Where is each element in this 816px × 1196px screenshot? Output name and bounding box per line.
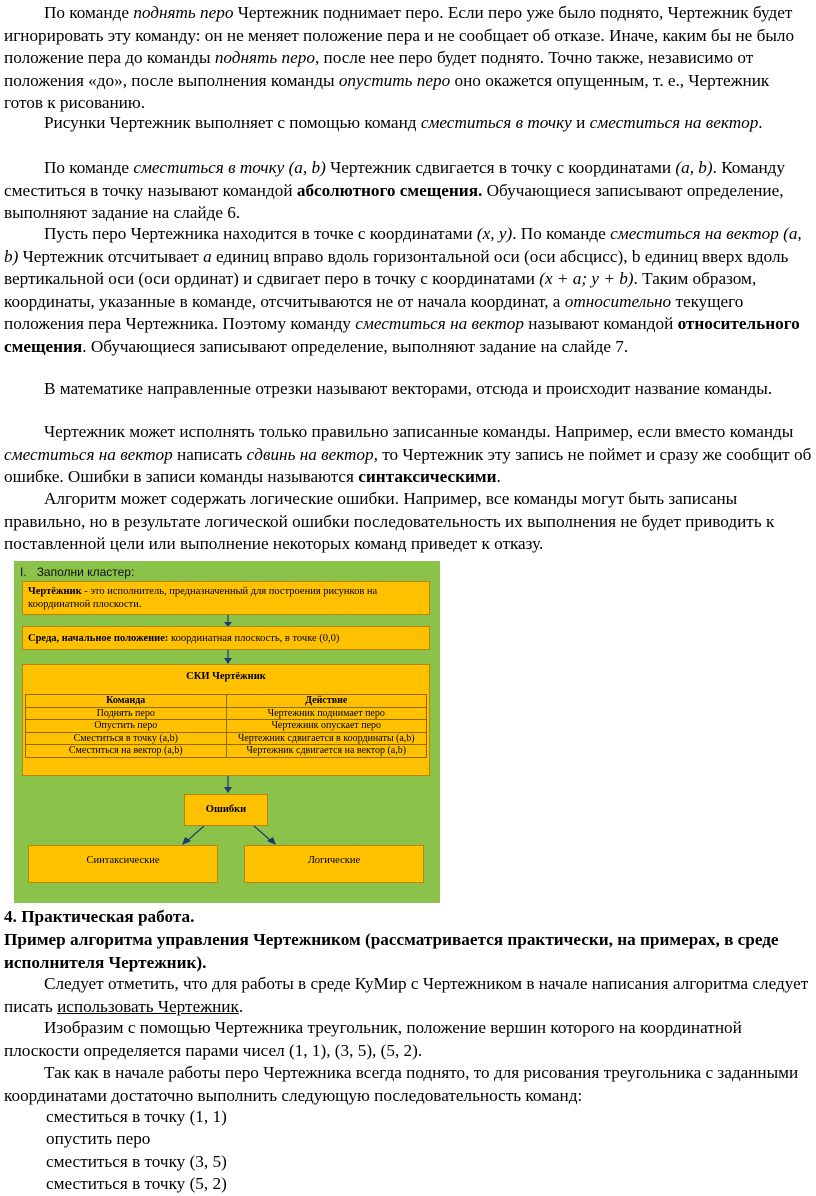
table-header-action: Действие — [226, 695, 427, 708]
paragraph-move-commands: Рисунки Чертежник выполняет с помощью команд сместиться в точку и сместиться на вектор. — [44, 113, 763, 132]
syntax-errors-box: Синтаксические — [28, 845, 218, 883]
table-header-command: Команда — [26, 695, 227, 708]
paragraph-relative-move: Пусть перо Чертежника находится в точке с координатами (x, y). По команде сместиться на вектор (a, b) Чертежник отсчитывает a единиц вправо вдоль горизонтальной оси (оси абсцисс), b единиц вверх вдоль вертикальной оси (оси ординат) и сдвигает перо в точку с координатами (x + a; y + b). Таким образом, координаты, указанные в команде, отсчитываются не от начала координат, а относительно текущего положения пера Чертежника. Поэтому команду сместиться на вектор называют командой относительного смещения. Обучающиеся записывают определение, выполняют задание на слайде 7. — [4, 224, 802, 356]
paragraph-kumir: Следует отметить, что для работы в среде КуМир с Чертежником в начале написания алгоритма следует писать использовать Чертежник. — [4, 974, 809, 1016]
command-line: сместиться в точку (5, 2) — [46, 1174, 227, 1193]
table-row: Сместиться в точку (a,b) Чертежник сдвигается в координаты (a,b) — [26, 732, 427, 745]
paragraph-sequence: Так как в начале работы перо Чертежника всегда поднято, то для рисования треугольника с заданными координатами достаточно выполнить следующую последовательность команд: — [4, 1063, 799, 1105]
paragraph-syntax-errors: Чертежник может исполнять только правильно записанные команды. Например, если вместо команды сместиться на вектор написать сдвинь на вектор, то Чертежник эту запись не поймет и сразу же сообщит об ошибке. Ошибки в записи команды называются синтаксическими. — [4, 422, 812, 487]
arrow-down-icon — [222, 776, 234, 794]
cluster-diagram — [14, 561, 440, 903]
ski-box — [22, 664, 430, 776]
definition-box: Чертёжник - это исполнитель, предназначенный для построения рисунков на координатной плоскости. — [22, 581, 430, 615]
logic-errors-box: Логические — [244, 845, 424, 883]
environment-box: Среда, начальное положение: координатная плоскость, в точке (0,0) — [22, 626, 430, 650]
errors-box: Ошибки — [184, 794, 268, 826]
table-row: Поднять перо Чертежник поднимает перо — [26, 707, 427, 720]
paragraph-vectors: В математике направленные отрезки называют векторами, отсюда и происходит название команды. — [44, 379, 773, 398]
command-line: сместиться в точку (3, 5) — [46, 1152, 227, 1171]
command-line: сместиться в точку (1, 1) — [46, 1107, 227, 1126]
section-subtitle: Пример алгоритма управления Чертежником (рассматривается практически, на примерах, в среде исполнителя Чертежник). — [4, 930, 779, 972]
table-row: Опустить перо Чертежник опускает перо — [26, 720, 427, 733]
table-row: Сместиться на вектор (a,b) Чертежник сдвигается на вектор (a,b) — [26, 745, 427, 758]
arrows-split-icon — [174, 826, 284, 846]
diagram-header: I. Заполни кластер: — [20, 565, 135, 579]
paragraph-triangle: Изобразим с помощью Чертежника треугольник, положение вершин которого на координатной плоскости определяется парами чисел (1, 1), (3, 5), (5, 2). — [4, 1018, 742, 1060]
section-heading: 4. Практическая работа. — [4, 907, 195, 926]
ski-title: СКИ Чертёжник — [186, 671, 266, 682]
table-header-row — [26, 695, 427, 708]
paragraph-absolute-move: По команде сместиться в точку (a, b) Чертежник сдвигается в точку с координатами (a, b). Команду сместиться в точку называют командой абсолютного смещения. Обучающиеся записывают определение, выполняют задание на слайде 6. — [4, 158, 786, 223]
paragraph-pen-up: По команде поднять перо Чертежник поднимает перо. Если перо уже было поднято, Чертежник будет игнорировать эту команду: он не меняет положение пера и не сообщает об отказе. Иначе, каким бы не было положение пера до команды поднять перо, после нее перо будет поднято. Точно также, независимо от положения «до», после выполнения команды опустить перо оно окажется опущенным, т. е., Чертежник готов к рисованию. — [4, 3, 795, 113]
ski-table — [25, 694, 427, 758]
paragraph-logic-errors: Алгоритм может содержать логические ошибки. Например, все команды могут быть записаны правильно, но в результате логической ошибки последовательность их выполнения не будет приводить к поставленной цели или выполнение некоторых команд приведет к отказу. — [4, 489, 775, 554]
arrow-down-icon — [222, 650, 234, 664]
command-line: опустить перо — [46, 1129, 151, 1148]
